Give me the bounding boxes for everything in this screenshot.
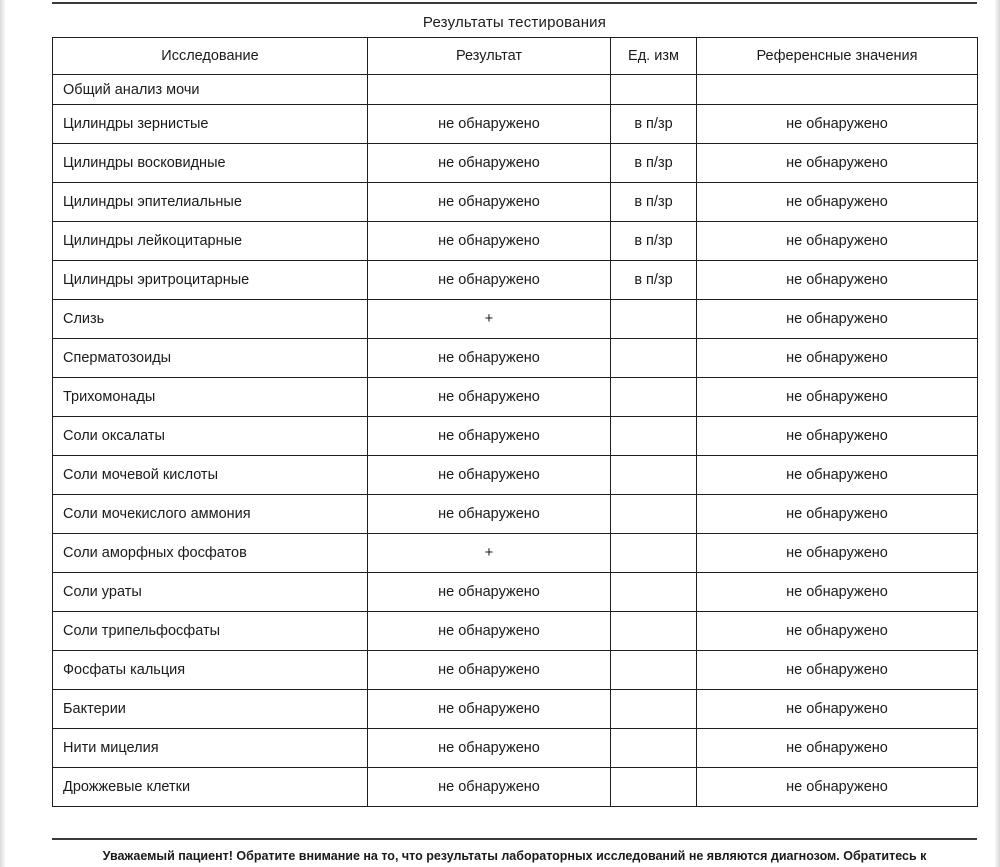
table-row <box>53 417 978 456</box>
cell-unit <box>611 768 697 807</box>
table-row <box>53 729 978 768</box>
table-row <box>53 456 978 495</box>
cell-reference: не обнаружено <box>697 534 978 573</box>
cell-result: не обнаружено <box>368 768 611 807</box>
cell-result: не обнаружено <box>368 456 611 495</box>
cell-result: не обнаружено <box>368 729 611 768</box>
cell-unit <box>611 612 697 651</box>
patient-disclaimer: Уважаемый пациент! Обратите внимание на то, что результаты лабораторных исследований не являются диагнозом. Обратитесь к <box>102 849 927 863</box>
cell-test-name: Бактерии <box>53 690 368 729</box>
cell-test-name: Цилиндры эпителиальные <box>53 183 368 222</box>
cell-unit <box>611 417 697 456</box>
cell-unit <box>611 378 697 417</box>
cell-result: + <box>368 534 611 573</box>
table-row <box>53 300 978 339</box>
column-header-reference: Референсные значения <box>697 38 978 75</box>
cell-unit <box>611 339 697 378</box>
cell-reference: не обнаружено <box>697 261 978 300</box>
cell-test-name: Цилиндры восковидные <box>53 144 368 183</box>
table-row <box>53 573 978 612</box>
cell-reference: не обнаружено <box>697 573 978 612</box>
cell-result: не обнаружено <box>368 144 611 183</box>
table-row <box>53 261 978 300</box>
table-row <box>53 183 978 222</box>
cell-unit <box>611 651 697 690</box>
cell-test-name: Соли ураты <box>53 573 368 612</box>
cell-result: не обнаружено <box>368 612 611 651</box>
cell-unit: в п/зр <box>611 105 697 144</box>
cell-result: + <box>368 300 611 339</box>
cell-unit <box>611 495 697 534</box>
top-divider <box>52 2 977 4</box>
table-row <box>53 339 978 378</box>
cell-result <box>368 75 611 105</box>
cell-reference: не обнаружено <box>697 183 978 222</box>
cell-result: не обнаружено <box>368 183 611 222</box>
cell-test-name: Дрожжевые клетки <box>53 768 368 807</box>
cell-test-name: Трихомонады <box>53 378 368 417</box>
cell-reference: не обнаружено <box>697 729 978 768</box>
cell-reference: не обнаружено <box>697 690 978 729</box>
table-row <box>53 651 978 690</box>
table-header-row <box>53 38 978 75</box>
cell-reference: не обнаружено <box>697 300 978 339</box>
cell-unit <box>611 456 697 495</box>
cell-unit <box>611 729 697 768</box>
page-left-edge <box>0 0 6 867</box>
column-header-result: Результат <box>368 38 611 75</box>
cell-unit <box>611 300 697 339</box>
cell-unit <box>611 690 697 729</box>
table-row <box>53 690 978 729</box>
bottom-divider <box>52 838 977 840</box>
cell-result: не обнаружено <box>368 261 611 300</box>
cell-reference: не обнаружено <box>697 105 978 144</box>
cell-unit: в п/зр <box>611 222 697 261</box>
cell-unit <box>611 75 697 105</box>
cell-result: не обнаружено <box>368 339 611 378</box>
cell-reference: не обнаружено <box>697 417 978 456</box>
cell-test-name: Цилиндры зернистые <box>53 105 368 144</box>
cell-test-name: Соли аморфных фосфатов <box>53 534 368 573</box>
cell-unit <box>611 573 697 612</box>
table-body <box>53 75 978 807</box>
table-row <box>53 144 978 183</box>
cell-test-name: Соли мочевой кислоты <box>53 456 368 495</box>
cell-test-name: Сперматозоиды <box>53 339 368 378</box>
cell-unit: в п/зр <box>611 261 697 300</box>
cell-result: не обнаружено <box>368 651 611 690</box>
table-row <box>53 495 978 534</box>
cell-result: не обнаружено <box>368 573 611 612</box>
cell-unit: в п/зр <box>611 183 697 222</box>
table-section-row <box>53 75 978 105</box>
cell-test-name: Соли мочекислого аммония <box>53 495 368 534</box>
cell-unit <box>611 534 697 573</box>
table-row <box>53 105 978 144</box>
cell-reference: не обнаружено <box>697 651 978 690</box>
cell-reference: не обнаружено <box>697 612 978 651</box>
results-table <box>52 37 978 807</box>
cell-test-name: Цилиндры лейкоцитарные <box>53 222 368 261</box>
table-row <box>53 378 978 417</box>
table-row <box>53 534 978 573</box>
cell-reference: не обнаружено <box>697 768 978 807</box>
cell-test-name: Слизь <box>53 300 368 339</box>
cell-test-name: Соли оксалаты <box>53 417 368 456</box>
column-header-test: Исследование <box>53 38 368 75</box>
cell-result: не обнаружено <box>368 417 611 456</box>
cell-unit: в п/зр <box>611 144 697 183</box>
cell-reference: не обнаружено <box>697 456 978 495</box>
cell-test-name: Общий анализ мочи <box>53 75 368 105</box>
page-title: Результаты тестирования <box>422 14 607 31</box>
cell-test-name: Цилиндры эритроцитарные <box>53 261 368 300</box>
cell-result: не обнаружено <box>368 378 611 417</box>
cell-reference: не обнаружено <box>697 378 978 417</box>
cell-reference: не обнаружено <box>697 495 978 534</box>
cell-reference: не обнаружено <box>697 144 978 183</box>
table-row <box>53 768 978 807</box>
table-header <box>53 38 978 75</box>
page-right-edge <box>994 0 1000 867</box>
cell-result: не обнаружено <box>368 495 611 534</box>
cell-test-name: Фосфаты кальция <box>53 651 368 690</box>
cell-test-name: Нити мицелия <box>53 729 368 768</box>
cell-test-name: Соли трипельфосфаты <box>53 612 368 651</box>
column-header-unit: Ед. изм <box>611 38 697 75</box>
table-row <box>53 612 978 651</box>
cell-reference: не обнаружено <box>697 339 978 378</box>
table-row <box>53 222 978 261</box>
cell-result: не обнаружено <box>368 690 611 729</box>
cell-reference: не обнаружено <box>697 222 978 261</box>
cell-result: не обнаружено <box>368 105 611 144</box>
cell-result: не обнаружено <box>368 222 611 261</box>
cell-reference <box>697 75 978 105</box>
